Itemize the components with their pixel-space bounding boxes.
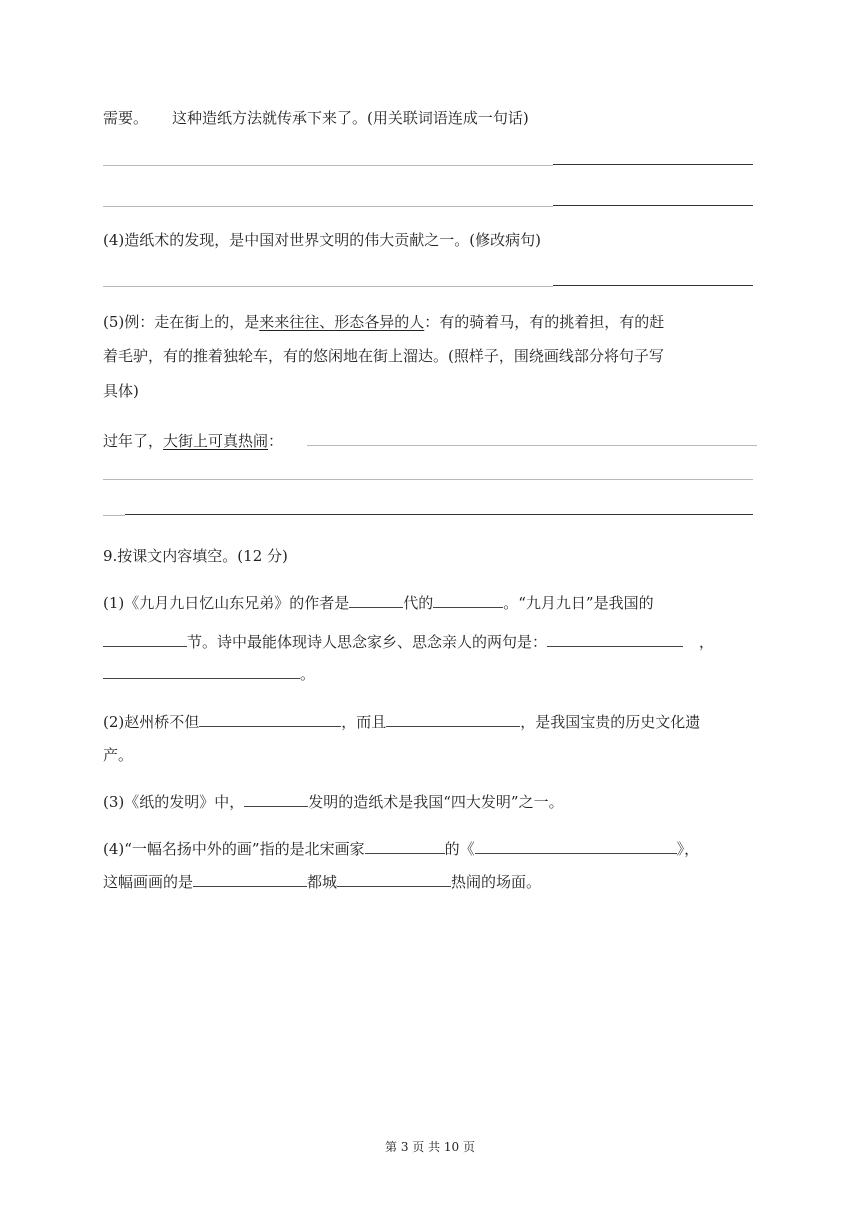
q9-4-text-c: 》， — [676, 840, 700, 858]
fill-blank[interactable] — [365, 839, 445, 854]
q9-3-text-b: 发明的造纸术是我国“四大发明”之一。 — [308, 793, 564, 811]
q9-4-text-b: 的《 — [444, 840, 475, 858]
q8-5-answer-b: ： — [268, 432, 284, 450]
q8-3-text-a: 需要。 — [103, 109, 149, 127]
q9-1-text-b: 代的 — [403, 594, 434, 612]
q9-2-text-a: (2)赵州桥不但 — [103, 713, 200, 731]
question-9-title: 9.按课文内容填空。(12 分) — [103, 547, 288, 565]
q9-4-text-e: 都城 — [307, 873, 338, 891]
q8-3-text-b: 这种造纸方法就传承下来了。(用关联词语连成一句话) — [172, 109, 529, 127]
fill-blank[interactable] — [103, 664, 300, 679]
fill-blank[interactable] — [433, 593, 503, 608]
question-9-1-line-2 — [103, 631, 758, 653]
question-9-2-line-1 — [103, 711, 758, 733]
question-8-5-answer-start — [103, 430, 758, 452]
question-8-5-line-1 — [103, 311, 758, 333]
q8-5-text-b: ：有的骑着马，有的挑着担，有的赶 — [424, 313, 665, 331]
q9-1-text-c: 。“九月九日”是我国的 — [503, 594, 654, 612]
q8-5-underlined-phrase: 来来往往、形态各异的人 — [259, 313, 425, 331]
q9-1-text-d: 节。诗中最能体现诗人思念家乡、思念亲人的两句是： — [187, 633, 548, 651]
q9-1-text-f: 。 — [300, 665, 316, 683]
question-9-1-line-3 — [103, 663, 758, 685]
question-8-3-prompt — [103, 107, 758, 129]
fill-blank[interactable] — [244, 792, 308, 807]
q8-5-text-a: (5)例：走在街上的，是 — [103, 313, 260, 331]
question-9-4-line-2 — [103, 871, 758, 893]
fill-blank[interactable] — [547, 632, 683, 647]
fill-blank[interactable] — [337, 872, 451, 887]
q9-4-text-d: 这幅画画的是 — [103, 873, 194, 891]
question-8-4-prompt: (4)造纸术的发现，是中国对世界文明的伟大贡献之一。(修改病句) — [103, 231, 541, 249]
page-number-footer: 第 3 页 共 10 页 — [385, 1140, 475, 1154]
fill-blank[interactable] — [103, 632, 187, 647]
q9-2-text-b: ，而且 — [341, 713, 387, 731]
q9-1-text-a: (1)《九月九日忆山东兄弟》的作者是 — [103, 594, 350, 612]
q8-5-answer-a: 过年了， — [103, 432, 164, 450]
question-9-1-line-1 — [103, 592, 758, 614]
q9-2-text-c: ，是我国宝贵的历史文化遗 — [520, 713, 701, 731]
q9-3-text-a: (3)《纸的发明》中， — [103, 793, 245, 811]
fill-blank[interactable] — [199, 712, 341, 727]
question-8-5-line-3: 具体) — [103, 382, 139, 400]
q9-4-text-f: 热闹的场面。 — [451, 873, 542, 891]
fill-blank[interactable] — [193, 872, 307, 887]
fill-blank[interactable] — [386, 712, 520, 727]
q9-1-text-e: ， — [699, 633, 715, 651]
fill-blank[interactable] — [349, 593, 403, 608]
fill-blank[interactable] — [475, 839, 677, 854]
question-9-3-line — [103, 791, 758, 813]
question-8-5-line-2: 着毛驴，有的推着独轮车，有的悠闲地在街上溜达。(照样子，围绕画线部分将句子写 — [103, 347, 664, 365]
question-9-2-line-2: 产。 — [103, 746, 134, 764]
q8-5-answer-underlined: 大街上可真热闹 — [163, 432, 269, 450]
q9-4-text-a: (4)“一幅名扬中外的画”指的是北宋画家 — [103, 840, 365, 858]
question-9-4-line-1 — [103, 838, 758, 860]
